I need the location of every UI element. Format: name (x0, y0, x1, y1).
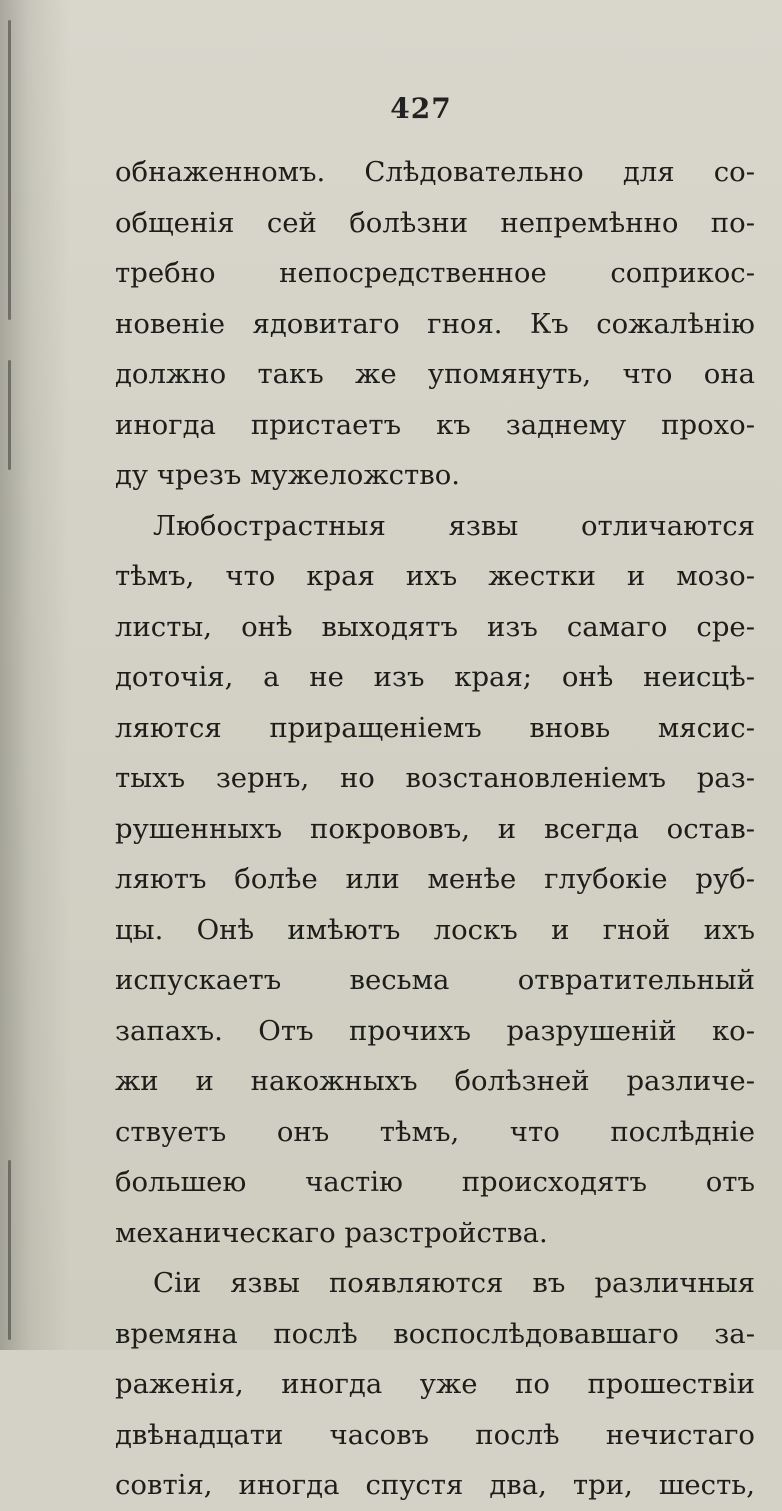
text-line: новеніе ядовитаго гноя. Къ сожалѣнію (115, 307, 755, 340)
paragraph-start-line: Сіи язвы появляются въ различныя (153, 1267, 755, 1299)
text-line: цы. Онѣ имѣютъ лоскъ и гной ихъ (115, 913, 755, 946)
text-line: жи и накожныхъ болѣзней различе- (115, 1065, 755, 1097)
text-line: запахъ. Отъ прочихъ разрушеній ко- (115, 1014, 755, 1047)
text-line: механическаго разстройства. (115, 1216, 548, 1249)
text-line: двѣнадцати часовъ послѣ нечистаго (115, 1418, 755, 1451)
text-line: ду чрезъ мужеложство. (115, 459, 461, 491)
text-line: общенія сей болѣзни непремѣнно по- (115, 206, 755, 239)
text-line: доточія, а не изъ края; онѣ неисцѣ- (115, 661, 755, 693)
text-line: ляются приращеніемъ вновь мясис- (115, 711, 755, 744)
text-line: раженія, иногда уже по прошествіи (115, 1368, 755, 1400)
body-text (115, 147, 755, 1511)
text-line: рушенныхъ покрововъ, и всегда остав- (115, 812, 755, 845)
text-line: требно непосредственное соприкос- (115, 257, 755, 289)
text-line: большею частію происходятъ отъ (115, 1166, 755, 1198)
text-line: тѣмъ, что края ихъ жестки и мозо- (115, 560, 755, 592)
text-line: времяна послѣ воспослѣдовавшаго за- (115, 1317, 755, 1350)
binding-shadow-mid (8, 360, 11, 470)
text-line: иногда пристаетъ къ заднему прохо- (115, 408, 755, 441)
text-line: листы, онѣ выходятъ изъ самаго сре- (115, 610, 755, 643)
page-number: 427 (390, 92, 452, 125)
binding-shadow-top (8, 20, 11, 320)
text-line: ствуетъ онъ тѣмъ, что послѣдніе (115, 1115, 755, 1148)
text-line: испускаетъ весьма отвратительный (115, 964, 755, 996)
paragraph-start-line: Любострастныя язвы отличаются (153, 509, 755, 542)
text-line: должно такъ же упомянуть, что она (115, 358, 755, 390)
text-line: ляютъ болѣе или менѣе глубокіе руб- (115, 863, 755, 895)
binding-shadow-bottom (8, 1160, 11, 1340)
text-line: совтія, иногда спустя два, три, шесть, (115, 1469, 755, 1501)
text-line: обнаженномъ. Слѣдовательно для со- (115, 156, 755, 188)
text-line: тыхъ зернъ, но возстановленіемъ раз- (115, 762, 755, 794)
